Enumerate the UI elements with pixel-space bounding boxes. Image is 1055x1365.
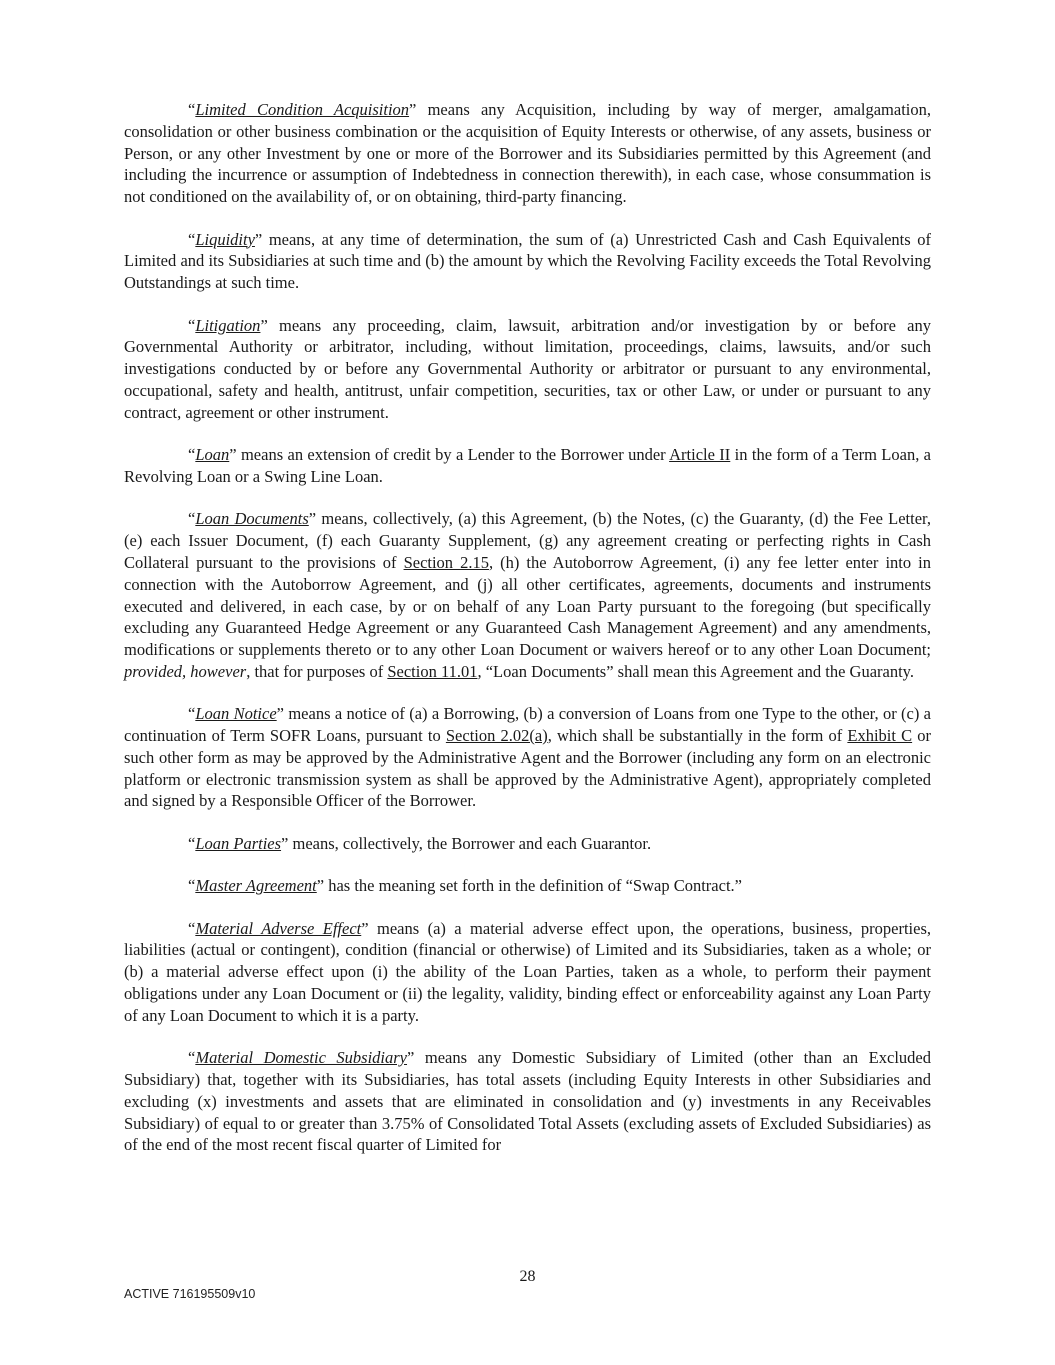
defined-term: Master Agreement (195, 876, 317, 896)
defined-term: Loan (195, 445, 230, 465)
defined-term: Loan Parties (195, 833, 282, 853)
definition-litigation: “Litigation” means any proceeding, claim, lawsuit, arbitration and/or investigation by or before any Governmental Authority or arbitrator, including, without limitation, proceedings, claims, lawsuits, and/or such investigations conducted by or before any Governmental Authority or arbitrator or pursuant to any environmental, occupational, safety and health, antitrust, unfair competition, securities, tax or other Law, or under or pursuant to any contract, agreement or other instrument. (124, 315, 931, 422)
definition-loan: “Loan” means an extension of credit by a Lender to the Borrower under Article II in the form of a Term Loan, a Revolving Loan or a Swing Line Loan. (124, 445, 932, 486)
defined-term: Loan Documents (195, 509, 309, 529)
definition-text: means (a) a material adverse effect upon, the operations, business, properties, liabilities (actual or contingent), condition (financial or otherwise) of Limited and its Subsidiaries, taken as a whole; or (b) a material adverse effect upon (i) the ability of the Loan Parties, taken as a whole, to perform their payment obligations under any Loan Document or (ii) the legality, validity, binding effect or enforceability against any Loan Party of any Loan Document to which it is a party. (124, 918, 931, 1025)
cross-reference-link[interactable]: Article II (669, 445, 731, 465)
cross-reference-link[interactable]: Section 11.01 (387, 661, 478, 681)
definition-text: , “Loan Documents” shall mean this Agreement and the Guaranty. (477, 661, 914, 681)
definition-loan-documents: “Loan Documents” means, collectively, (a) this Agreement, (b) the Notes, (c) the Guaranty, (d) the Fee Letter, (e) each Issuer Document, (f) each Guaranty Supplement, (g) any agreement creating or perfecting rights in Cash Collateral pursuant to the provisions of Section 2.15, (h) the Autoborrow Agreement, (i) any fee letter enter into in connection with the Autoborrow Agreement, and (j) all other certificates, agreements, documents and instruments executed and delivered, in each case, by or on behalf of any Loan Party pursuant to the foregoing (but specifically excluding any Guaranteed Hedge Agreement or any Guaranteed Cash Management Agreement) and any amendments, modifications or supplements thereto or to any other Loan Document or waivers hereof or to any other Loan Document; provided, however, that for purposes of Section 11.01, “Loan Documents” shall mean this Agreement and the Guaranty. (124, 509, 932, 681)
defined-term: Limited Condition Acquisition (195, 100, 410, 119)
definition-text: has the meaning set forth in the definition of “Swap Contract.” (328, 876, 742, 896)
definition-text: means a notice of (a) a Borrowing, (b) a conversion of Loans from one Type to the other, or (c) a continuation of Term SOFR Loans, pursuant to (124, 704, 931, 746)
defined-term: Loan Notice (195, 704, 277, 724)
definition-text: means an extension of credit by a Lender to the Borrower under (240, 445, 666, 465)
page-number: 28 (519, 1268, 536, 1285)
definition-text: means, collectively, the Borrower and each Guarantor. (292, 833, 652, 853)
defined-term: Liquidity (195, 229, 255, 249)
definition-loan-parties: “Loan Parties” means, collectively, the Borrower and each Guarantor. (188, 833, 652, 853)
cross-reference-link[interactable]: Section 2.15 (403, 552, 489, 572)
definition-limited-condition-acquisition: “Limited Condition Acquisition” means any Acquisition, including by way of merger, amalgamation, consolidation or other business combination or the acquisition of Equity Interests or otherwise, of any assets, business or Person, or any other Investment by one or more of the Borrower and its Subsidiaries permitted by this Agreement (and including the incurrence or assumption of Indebtedness in connection therewith), in each case, whose consummation is not conditioned on the availability of, or on obtaining, third-party financing. (124, 100, 932, 207)
definition-text: means, at any time of determination, the sum of (a) Unrestricted Cash and Cash Equivalents of Limited and its Subsidiaries at such time and (b) the amount by which the Revolving Facility exceeds the Total Revolving Outstandings at such time. (124, 229, 932, 293)
definitions-body (124, 99, 931, 1177)
definition-material-domestic-subsidiary: “Material Domestic Subsidiary” means any Domestic Subsidiary of Limited (other than an Excluded Subsidiary) that, together with its Subsidiaries, has total assets (including Equity Interests in other Subsidiaries and excluding (x) investments and assets that are eliminated in consolidation and (y) investments in any Receivables Subsidiary) of equal to or greater than 3.75% of Consolidated Total Assets (excluding assets of Excluded Subsidiaries) as of the end of the most recent fiscal quarter of Limited for (124, 1048, 931, 1155)
definition-master-agreement: “Master Agreement” has the meaning set forth in the definition of “Swap Contract.” (188, 876, 742, 896)
definition-text: means any proceeding, claim, lawsuit, arbitration and/or investigation by or before any Governmental Authority or arbitrator, including, without limitation, proceedings, claims, lawsuits, and/or such investigations conducted by or before any Governmental Authority or arbitrator or pursuant to any environmental, occupational, safety and health, antitrust, unfair competition, securities, tax or other Law, or under or pursuant to any contract, agreement or other instrument. (124, 315, 931, 422)
definition-text: , that for purposes of (246, 661, 384, 681)
defined-term: Material Domestic Subsidiary (195, 1048, 408, 1068)
definition-material-adverse-effect: “Material Adverse Effect” means (a) a material adverse effect upon, the operations, business, properties, liabilities (actual or contingent), condition (financial or otherwise) of Limited and its Subsidiaries, taken as a whole; or (b) a material adverse effect upon (i) the ability of the Loan Parties, taken as a whole, to perform their payment obligations under any Loan Document or (ii) the legality, validity, binding effect or enforceability against any Loan Party of any Loan Document to which it is a party. (124, 918, 931, 1025)
definition-text: means any Domestic Subsidiary of Limited (other than an Excluded Subsidiary) that, together with its Subsidiaries, has total assets (including Equity Interests in other Subsidiaries and excluding (x) investments and assets that are eliminated in consolidation and (y) investments in any Receivables Subsidiary) of equal to or greater than 3.75% of Consolidated Total Assets (excluding assets of Excluded Subsidiaries) as of the end of the most recent fiscal quarter of Limited for (124, 1048, 931, 1155)
definition-liquidity: “Liquidity” means, at any time of determination, the sum of (a) Unrestricted Cash and Cash Equivalents of Limited and its Subsidiaries at such time and (b) the amount by which the Revolving Facility exceeds the Total Revolving Outstandings at such time. (124, 229, 932, 293)
document-id: ACTIVE 716195509v10 (124, 1287, 256, 1301)
definition-text: or such other form as may be approved by the Administrative Agent and the Borrower (including any form on an electronic platform or electronic transmission system as shall be approved by the Administrative Agent), appropriately completed and signed by a Responsible Officer of the Borrower. (124, 726, 931, 811)
proviso-text: provided, however (124, 661, 247, 681)
defined-term: Litigation (195, 315, 261, 335)
definition-text: means any Acquisition, including by way of merger, amalgamation, consolidation or other business combination or the acquisition of Equity Interests or otherwise, of any assets, business or Person, or any other Investment by one or more of the Borrower and its Subsidiaries permitted by this Agreement (and including the incurrence or assumption of Indebtedness in connection therewith), in each case, whose consummation is not conditioned on the availability of, or on obtaining, third-party financing. (124, 100, 932, 207)
cross-reference-link[interactable]: Section 2.02(a) (445, 726, 548, 746)
definition-text: , (h) the Autoborrow Agreement, (i) any fee letter enter into in connection with the Autoborrow Agreement, and (j) all other certificates, agreements, documents and instruments executed and delivered, in each case, by or on behalf of any Loan Party pursuant to the foregoing (but specifically excluding any Guaranteed Hedge Agreement or any Guaranteed Cash Management Agreement) and any amendments, modifications or supplements thereto or to any other Loan Document or waivers hereof or to any other Loan Document; (124, 552, 931, 660)
cross-reference-link[interactable]: Exhibit C (847, 726, 913, 746)
definition-text: in the form of a Term Loan, a Revolving Loan or a Swing Line Loan. (124, 445, 932, 486)
defined-term: Material Adverse Effect (195, 918, 362, 938)
definition-text: means, collectively, (a) this Agreement, (b) the Notes, (c) the Guaranty, (d) the Fee Letter, (e) each Issuer Document, (f) each Guaranty Supplement, (g) any agreement creating or perfecting rights in Cash Collateral pursuant to the provisions of (124, 509, 932, 572)
definition-text: , which shall be substantially in the form of (547, 726, 843, 746)
definition-loan-notice: “Loan Notice” means a notice of (a) a Borrowing, (b) a conversion of Loans from one Type to the other, or (c) a continuation of Term SOFR Loans, pursuant to Section 2.02(a), which shall be substantially in the form of Exhibit C or such other form as may be approved by the Administrative Agent and the Borrower (including any form on an electronic platform or electronic transmission system as shall be approved by the Administrative Agent), appropriately completed and signed by a Responsible Officer of the Borrower. (124, 704, 931, 811)
